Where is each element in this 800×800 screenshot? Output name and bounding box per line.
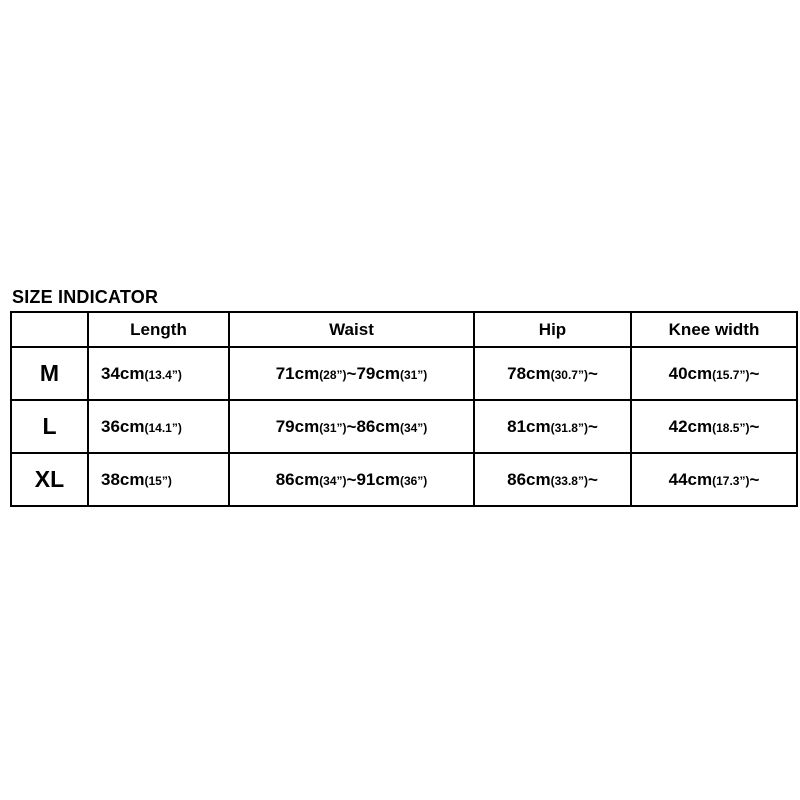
table-row [11,400,797,453]
hip-cm: 81cm [507,416,551,436]
waist-inch-min: (34”) [319,473,347,488]
hip-inch: (30.7”) [550,367,588,382]
hip-cell [474,347,631,400]
knee-cell [631,400,797,453]
waist-cm-max: 79cm [356,363,400,383]
length-cell [88,400,229,453]
knee-inch: (15.7”) [712,367,750,382]
length-inch: (15”) [144,473,172,488]
waist-cell [229,453,474,506]
knee-inch: (17.3”) [712,473,750,488]
header-length: Length [88,312,229,347]
waist-separator: ~ [346,363,357,383]
waist-cm-min: 79cm [275,416,320,436]
length-inch: (13.4”) [144,367,182,382]
header-knee-width: Knee width [631,312,797,347]
knee-suffix: ~ [749,416,760,436]
waist-cm-min: 71cm [275,363,320,383]
waist-inch-min: (28”) [319,367,347,382]
waist-inch-max: (34”) [399,420,428,435]
knee-cell [631,453,797,506]
table-row [11,347,797,400]
table-row [11,453,797,506]
hip-suffix: ~ [587,469,598,489]
waist-cell [229,400,474,453]
hip-cm: 78cm [507,363,551,383]
hip-cm: 86cm [507,469,551,489]
header-waist: Waist [229,312,474,347]
length-inch: (14.1”) [144,420,182,435]
hip-cell [474,453,631,506]
hip-inch: (33.8”) [550,473,588,488]
length-cm: 36cm [101,416,145,436]
waist-cm-max: 86cm [356,416,400,436]
waist-inch-min: (31”) [319,420,347,435]
knee-cm: 44cm [668,469,713,489]
knee-inch: (18.5”) [712,420,750,435]
size-label: XL [11,453,88,506]
waist-separator: ~ [346,469,357,489]
header-hip: Hip [474,312,631,347]
waist-inch-max: (36”) [399,473,428,488]
size-label: M [11,347,88,400]
length-cm: 34cm [101,363,145,383]
waist-cm-min: 86cm [275,469,320,489]
knee-cm: 40cm [668,363,713,383]
waist-cell [229,347,474,400]
size-indicator-title: SIZE INDICATOR [12,287,159,307]
header-row [11,312,797,347]
length-cell [88,453,229,506]
hip-suffix: ~ [587,363,598,383]
hip-cell [474,400,631,453]
hip-suffix: ~ [587,416,598,436]
size-table [10,311,798,507]
knee-suffix: ~ [749,469,760,489]
waist-separator: ~ [346,416,357,436]
header-corner [11,312,88,347]
waist-cm-max: 91cm [356,469,400,489]
length-cell [88,347,229,400]
size-label: L [11,400,88,453]
length-cm: 38cm [101,469,145,489]
knee-suffix: ~ [749,363,760,383]
knee-cm: 42cm [668,416,713,436]
waist-inch-max: (31”) [399,367,428,382]
hip-inch: (31.8”) [550,420,588,435]
knee-cell [631,347,797,400]
